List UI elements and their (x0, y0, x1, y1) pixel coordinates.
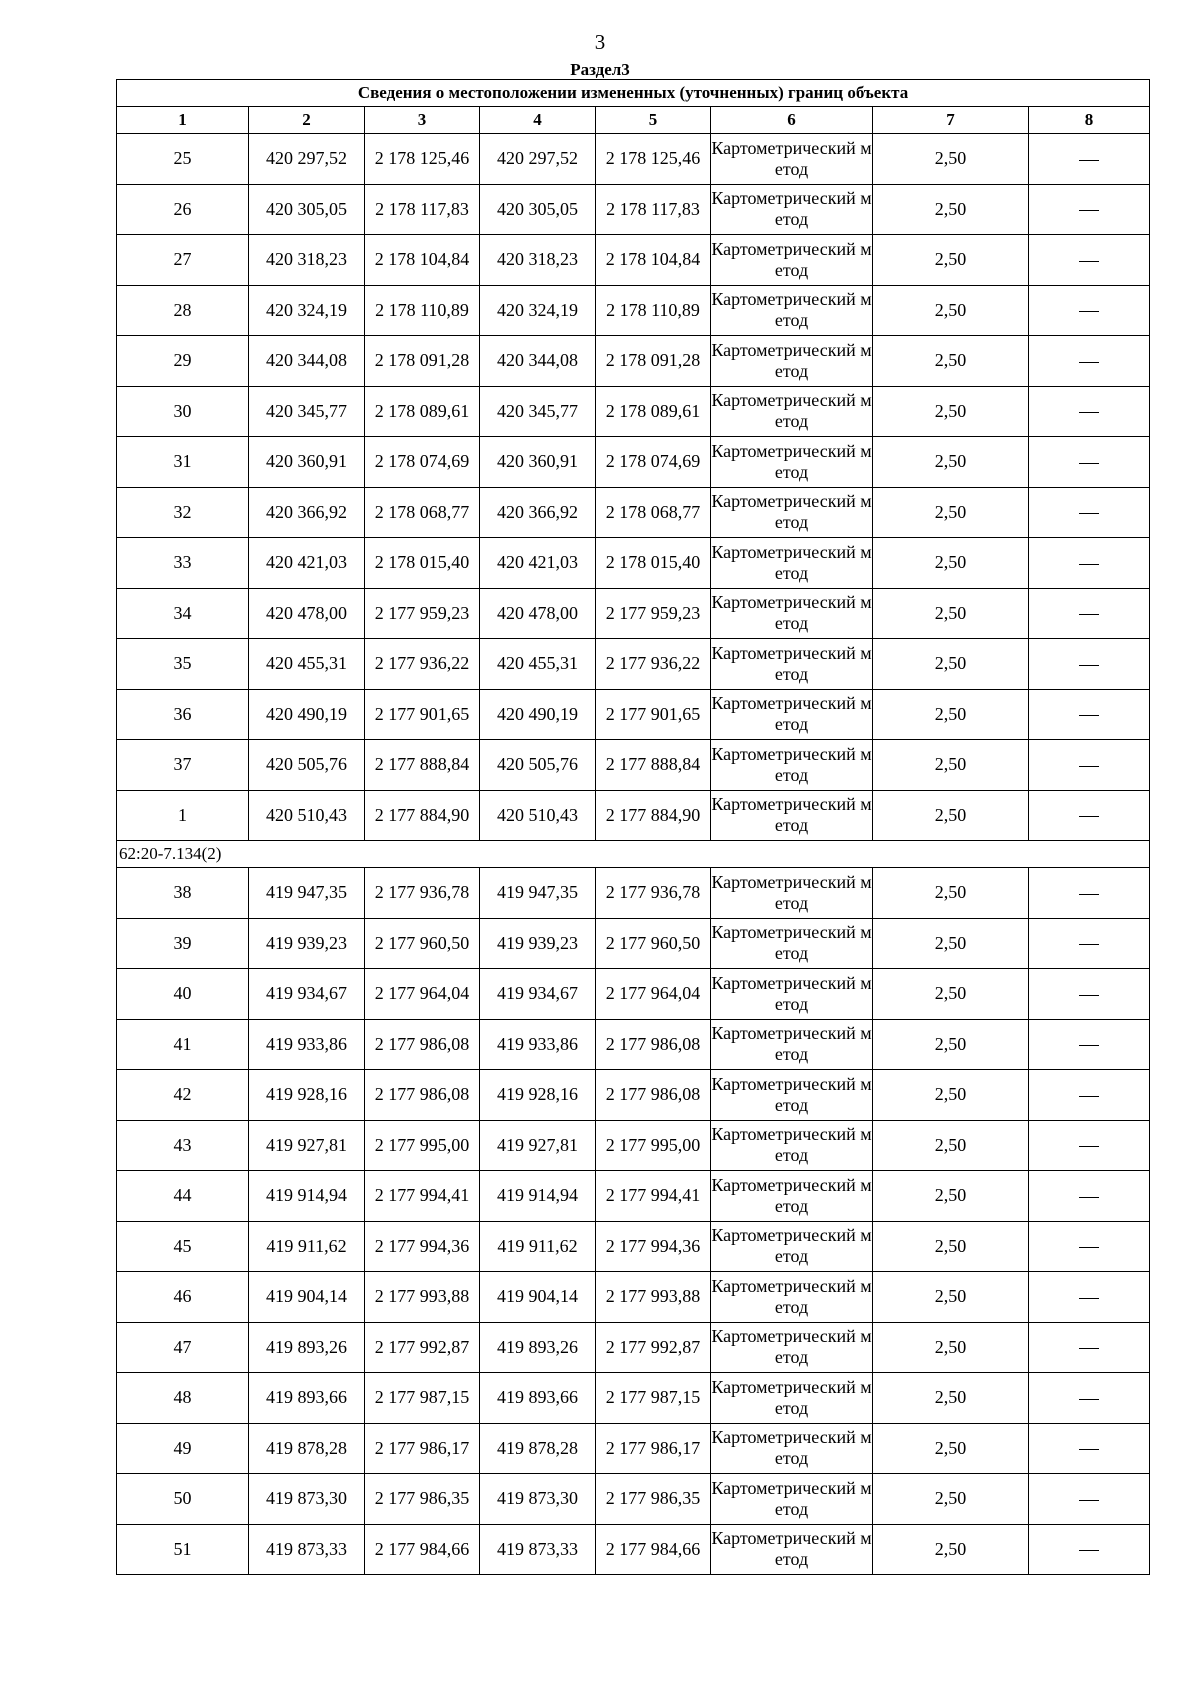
coordinate-cell: 2 178 068,77 (365, 487, 480, 538)
coordinate-cell: 2 177 936,78 (596, 868, 711, 919)
method-cell: Картометрический метод (711, 1019, 873, 1070)
note-cell (1029, 1322, 1150, 1373)
coordinate-cell: 419 911,62 (249, 1221, 365, 1272)
coordinate-cell: 2 177 986,35 (596, 1474, 711, 1525)
table-row (117, 1474, 1150, 1525)
table-row (117, 487, 1150, 538)
coordinate-cell: 420 324,19 (480, 285, 596, 336)
coordinate-cell: 2 177 986,17 (596, 1423, 711, 1474)
coordinate-cell: 419 893,66 (249, 1373, 365, 1424)
coordinate-cell: 419 928,16 (249, 1070, 365, 1121)
accuracy-cell: 2,50 (873, 1423, 1029, 1474)
table-row (117, 1423, 1150, 1474)
coordinate-cell: 420 421,03 (480, 538, 596, 589)
table-row (117, 1019, 1150, 1070)
dash-mark (1079, 1146, 1099, 1147)
coordinate-cell: 2 177 959,23 (365, 588, 480, 639)
accuracy-cell: 2,50 (873, 918, 1029, 969)
point-number-cell: 45 (117, 1221, 249, 1272)
coordinate-cell: 2 177 984,66 (596, 1524, 711, 1575)
coordinate-cell: 420 490,19 (249, 689, 365, 740)
table-row (117, 740, 1150, 791)
column-number: 5 (596, 107, 711, 134)
coordinate-cell: 2 177 986,17 (365, 1423, 480, 1474)
coordinate-cell: 420 305,05 (480, 184, 596, 235)
accuracy-cell: 2,50 (873, 1322, 1029, 1373)
dash-mark (1079, 564, 1099, 565)
note-cell (1029, 134, 1150, 185)
coordinate-cell: 2 177 995,00 (596, 1120, 711, 1171)
column-number: 7 (873, 107, 1029, 134)
table-row (117, 1221, 1150, 1272)
point-number-cell: 40 (117, 969, 249, 1020)
accuracy-cell: 2,50 (873, 487, 1029, 538)
coordinate-cell: 419 904,14 (249, 1272, 365, 1323)
note-cell (1029, 1474, 1150, 1525)
coordinate-cell: 2 177 888,84 (365, 740, 480, 791)
page-number: 3 (594, 30, 606, 54)
note-cell (1029, 1221, 1150, 1272)
coordinate-cell: 2 178 125,46 (596, 134, 711, 185)
method-cell: Картометрический метод (711, 1373, 873, 1424)
point-number-cell: 32 (117, 487, 249, 538)
method-cell: Картометрический метод (711, 1322, 873, 1373)
accuracy-cell: 2,50 (873, 285, 1029, 336)
coordinate-cell: 420 324,19 (249, 285, 365, 336)
boundary-coordinates-table (116, 79, 1150, 1575)
coordinate-cell: 2 177 888,84 (596, 740, 711, 791)
note-cell (1029, 740, 1150, 791)
column-number: 1 (117, 107, 249, 134)
table-row (117, 1524, 1150, 1575)
note-cell (1029, 386, 1150, 437)
point-number-cell: 51 (117, 1524, 249, 1575)
coordinate-cell: 2 178 089,61 (596, 386, 711, 437)
coordinate-cell: 419 904,14 (480, 1272, 596, 1323)
coordinate-cell: 419 947,35 (249, 868, 365, 919)
coordinate-cell: 419 927,81 (249, 1120, 365, 1171)
point-number-cell: 29 (117, 336, 249, 387)
coordinate-cell: 419 873,33 (249, 1524, 365, 1575)
coordinate-cell: 419 878,28 (480, 1423, 596, 1474)
group-label: 62:20-7.134(2) (117, 841, 1150, 868)
accuracy-cell: 2,50 (873, 588, 1029, 639)
coordinate-cell: 420 345,77 (249, 386, 365, 437)
coordinate-cell: 420 478,00 (480, 588, 596, 639)
method-cell: Картометрический метод (711, 285, 873, 336)
note-cell (1029, 689, 1150, 740)
accuracy-cell: 2,50 (873, 790, 1029, 841)
coordinate-cell: 2 177 901,65 (596, 689, 711, 740)
coordinate-cell: 2 178 104,84 (596, 235, 711, 286)
table-row (117, 1272, 1150, 1323)
note-cell (1029, 639, 1150, 690)
column-number: 2 (249, 107, 365, 134)
point-number-cell: 28 (117, 285, 249, 336)
note-cell (1029, 184, 1150, 235)
coordinate-cell: 2 177 959,23 (596, 588, 711, 639)
accuracy-cell: 2,50 (873, 386, 1029, 437)
coordinate-cell: 419 927,81 (480, 1120, 596, 1171)
note-cell (1029, 969, 1150, 1020)
point-number-cell: 27 (117, 235, 249, 286)
point-number-cell: 38 (117, 868, 249, 919)
table-row (117, 588, 1150, 639)
coordinate-cell: 420 455,31 (249, 639, 365, 690)
dash-mark (1079, 261, 1099, 262)
dash-mark (1079, 1550, 1099, 1551)
coordinate-cell: 2 177 995,00 (365, 1120, 480, 1171)
column-number: 3 (365, 107, 480, 134)
coordinate-cell: 420 360,91 (480, 437, 596, 488)
note-cell (1029, 235, 1150, 286)
coordinate-cell: 420 345,77 (480, 386, 596, 437)
method-cell: Картометрический метод (711, 1171, 873, 1222)
coordinate-cell: 419 928,16 (480, 1070, 596, 1121)
coordinate-cell: 2 177 936,22 (365, 639, 480, 690)
accuracy-cell: 2,50 (873, 1474, 1029, 1525)
dash-mark (1079, 463, 1099, 464)
coordinate-cell: 420 421,03 (249, 538, 365, 589)
dash-mark (1079, 715, 1099, 716)
dash-mark (1079, 665, 1099, 666)
coordinate-cell: 2 177 964,04 (596, 969, 711, 1020)
note-cell (1029, 1070, 1150, 1121)
table-row (117, 790, 1150, 841)
coordinate-cell: 420 344,08 (480, 336, 596, 387)
accuracy-cell: 2,50 (873, 1272, 1029, 1323)
coordinate-cell: 419 893,66 (480, 1373, 596, 1424)
coordinate-cell: 2 177 987,15 (596, 1373, 711, 1424)
dash-mark (1079, 816, 1099, 817)
coordinate-cell: 2 177 964,04 (365, 969, 480, 1020)
column-number: 6 (711, 107, 873, 134)
note-cell (1029, 588, 1150, 639)
point-number-cell: 34 (117, 588, 249, 639)
point-number-cell: 46 (117, 1272, 249, 1323)
coordinate-cell: 2 177 884,90 (365, 790, 480, 841)
coordinate-cell: 420 510,43 (480, 790, 596, 841)
dash-mark (1079, 894, 1099, 895)
coordinate-cell: 420 318,23 (480, 235, 596, 286)
coordinate-cell: 2 178 015,40 (596, 538, 711, 589)
point-number-cell: 42 (117, 1070, 249, 1121)
coordinate-cell: 420 455,31 (480, 639, 596, 690)
point-number-cell: 37 (117, 740, 249, 791)
coordinate-cell: 419 873,30 (480, 1474, 596, 1525)
dash-mark (1079, 362, 1099, 363)
method-cell: Картометрический метод (711, 134, 873, 185)
table-row (117, 235, 1150, 286)
note-cell (1029, 1272, 1150, 1323)
table-row (117, 918, 1150, 969)
coordinate-cell: 419 947,35 (480, 868, 596, 919)
dash-mark (1079, 1197, 1099, 1198)
table-row (117, 1322, 1150, 1373)
coordinate-cell: 2 177 994,36 (365, 1221, 480, 1272)
method-cell: Картометрический метод (711, 790, 873, 841)
coordinate-cell: 2 177 994,36 (596, 1221, 711, 1272)
method-cell: Картометрический метод (711, 336, 873, 387)
method-cell: Картометрический метод (711, 487, 873, 538)
dash-mark (1079, 513, 1099, 514)
accuracy-cell: 2,50 (873, 235, 1029, 286)
point-number-cell: 33 (117, 538, 249, 589)
dash-mark (1079, 1045, 1099, 1046)
coordinate-cell: 420 305,05 (249, 184, 365, 235)
accuracy-cell: 2,50 (873, 437, 1029, 488)
accuracy-cell: 2,50 (873, 538, 1029, 589)
coordinate-cell: 419 934,67 (249, 969, 365, 1020)
coordinate-cell: 419 914,94 (249, 1171, 365, 1222)
method-cell: Картометрический метод (711, 588, 873, 639)
dash-mark (1079, 944, 1099, 945)
method-cell: Картометрический метод (711, 386, 873, 437)
coordinate-cell: 2 178 091,28 (596, 336, 711, 387)
method-cell: Картометрический метод (711, 1221, 873, 1272)
coordinate-cell: 420 344,08 (249, 336, 365, 387)
coordinate-cell: 420 478,00 (249, 588, 365, 639)
coordinate-cell: 2 178 074,69 (365, 437, 480, 488)
method-cell: Картометрический метод (711, 689, 873, 740)
table-body-group-1 (117, 134, 1150, 841)
dash-mark (1079, 1247, 1099, 1248)
table-row (117, 538, 1150, 589)
coordinate-cell: 420 318,23 (249, 235, 365, 286)
point-number-cell: 50 (117, 1474, 249, 1525)
note-cell (1029, 437, 1150, 488)
coordinate-cell: 2 177 936,78 (365, 868, 480, 919)
dash-mark (1079, 614, 1099, 615)
dash-mark (1079, 210, 1099, 211)
table-title: Сведения о местоположении измененных (уточненных) границ объекта (117, 80, 1150, 107)
coordinate-cell: 2 177 992,87 (596, 1322, 711, 1373)
method-cell: Картометрический метод (711, 235, 873, 286)
accuracy-cell: 2,50 (873, 740, 1029, 791)
method-cell: Картометрический метод (711, 969, 873, 1020)
point-number-cell: 25 (117, 134, 249, 185)
coordinate-cell: 2 178 110,89 (596, 285, 711, 336)
method-cell: Картометрический метод (711, 740, 873, 791)
accuracy-cell: 2,50 (873, 1373, 1029, 1424)
accuracy-cell: 2,50 (873, 639, 1029, 690)
table-row (117, 969, 1150, 1020)
note-cell (1029, 1171, 1150, 1222)
coordinate-cell: 2 178 068,77 (596, 487, 711, 538)
note-cell (1029, 487, 1150, 538)
method-cell: Картометрический метод (711, 1120, 873, 1171)
table-row (117, 386, 1150, 437)
coordinate-cell: 2 178 117,83 (365, 184, 480, 235)
table-row (117, 1373, 1150, 1424)
group-label-row (117, 841, 1150, 868)
accuracy-cell: 2,50 (873, 1070, 1029, 1121)
column-number-row (117, 107, 1150, 134)
coordinate-cell: 2 177 986,08 (596, 1019, 711, 1070)
dash-mark (1079, 160, 1099, 161)
accuracy-cell: 2,50 (873, 1120, 1029, 1171)
dash-mark (1079, 766, 1099, 767)
note-cell (1029, 1524, 1150, 1575)
coordinate-cell: 419 914,94 (480, 1171, 596, 1222)
method-cell: Картометрический метод (711, 184, 873, 235)
note-cell (1029, 868, 1150, 919)
dash-mark (1079, 995, 1099, 996)
table-row (117, 1171, 1150, 1222)
coordinate-cell: 2 178 117,83 (596, 184, 711, 235)
coordinate-cell: 419 933,86 (249, 1019, 365, 1070)
point-number-cell: 1 (117, 790, 249, 841)
coordinate-cell: 420 366,92 (480, 487, 596, 538)
section-title: Раздел3 (570, 60, 630, 79)
coordinate-cell: 419 934,67 (480, 969, 596, 1020)
coordinate-cell: 420 297,52 (480, 134, 596, 185)
point-number-cell: 43 (117, 1120, 249, 1171)
point-number-cell: 48 (117, 1373, 249, 1424)
point-number-cell: 26 (117, 184, 249, 235)
coordinate-cell: 2 177 960,50 (596, 918, 711, 969)
accuracy-cell: 2,50 (873, 1171, 1029, 1222)
coordinate-cell: 419 893,26 (249, 1322, 365, 1373)
coordinate-cell: 420 360,91 (249, 437, 365, 488)
method-cell: Картометрический метод (711, 918, 873, 969)
table-body-group-2 (117, 868, 1150, 1575)
accuracy-cell: 2,50 (873, 1221, 1029, 1272)
dash-mark (1079, 311, 1099, 312)
table-title-row (117, 80, 1150, 107)
table-row (117, 689, 1150, 740)
coordinate-cell: 419 939,23 (480, 918, 596, 969)
note-cell (1029, 1373, 1150, 1424)
method-cell: Картометрический метод (711, 1070, 873, 1121)
column-number: 4 (480, 107, 596, 134)
accuracy-cell: 2,50 (873, 1524, 1029, 1575)
table-row (117, 184, 1150, 235)
coordinate-cell: 2 177 994,41 (365, 1171, 480, 1222)
coordinate-cell: 420 366,92 (249, 487, 365, 538)
coordinate-cell: 2 178 074,69 (596, 437, 711, 488)
coordinate-cell: 419 939,23 (249, 918, 365, 969)
coordinate-cell: 419 873,33 (480, 1524, 596, 1575)
method-cell: Картометрический метод (711, 1272, 873, 1323)
note-cell (1029, 790, 1150, 841)
accuracy-cell: 2,50 (873, 184, 1029, 235)
accuracy-cell: 2,50 (873, 134, 1029, 185)
accuracy-cell: 2,50 (873, 1019, 1029, 1070)
point-number-cell: 49 (117, 1423, 249, 1474)
method-cell: Картометрический метод (711, 1423, 873, 1474)
table-row (117, 336, 1150, 387)
note-cell (1029, 918, 1150, 969)
table-row (117, 639, 1150, 690)
coordinate-cell: 2 177 984,66 (365, 1524, 480, 1575)
coordinate-cell: 2 177 986,35 (365, 1474, 480, 1525)
point-number-cell: 39 (117, 918, 249, 969)
point-number-cell: 41 (117, 1019, 249, 1070)
accuracy-cell: 2,50 (873, 868, 1029, 919)
coordinate-cell: 419 933,86 (480, 1019, 596, 1070)
accuracy-cell: 2,50 (873, 336, 1029, 387)
coordinate-cell: 2 178 091,28 (365, 336, 480, 387)
coordinate-cell: 2 177 901,65 (365, 689, 480, 740)
coordinate-cell: 2 177 992,87 (365, 1322, 480, 1373)
table-row (117, 134, 1150, 185)
coordinate-cell: 2 178 125,46 (365, 134, 480, 185)
coordinate-cell: 2 177 960,50 (365, 918, 480, 969)
coordinate-cell: 419 878,28 (249, 1423, 365, 1474)
method-cell: Картометрический метод (711, 538, 873, 589)
table-row (117, 868, 1150, 919)
coordinate-cell: 419 873,30 (249, 1474, 365, 1525)
coordinate-cell: 2 177 993,88 (596, 1272, 711, 1323)
point-number-cell: 44 (117, 1171, 249, 1222)
coordinate-cell: 419 911,62 (480, 1221, 596, 1272)
table-row (117, 437, 1150, 488)
dash-mark (1079, 412, 1099, 413)
coordinate-cell: 2 177 987,15 (365, 1373, 480, 1424)
coordinate-cell: 2 177 986,08 (365, 1019, 480, 1070)
table-row (117, 1070, 1150, 1121)
note-cell (1029, 1120, 1150, 1171)
note-cell (1029, 285, 1150, 336)
coordinate-cell: 2 177 884,90 (596, 790, 711, 841)
coordinate-cell: 2 178 104,84 (365, 235, 480, 286)
dash-mark (1079, 1096, 1099, 1097)
note-cell (1029, 538, 1150, 589)
point-number-cell: 35 (117, 639, 249, 690)
method-cell: Картометрический метод (711, 868, 873, 919)
coordinate-cell: 420 505,76 (249, 740, 365, 791)
table-row (117, 1120, 1150, 1171)
method-cell: Картометрический метод (711, 1474, 873, 1525)
table-row (117, 285, 1150, 336)
dash-mark (1079, 1449, 1099, 1450)
coordinate-cell: 2 178 015,40 (365, 538, 480, 589)
point-number-cell: 30 (117, 386, 249, 437)
point-number-cell: 47 (117, 1322, 249, 1373)
note-cell (1029, 1019, 1150, 1070)
dash-mark (1079, 1500, 1099, 1501)
coordinate-cell: 2 177 994,41 (596, 1171, 711, 1222)
coordinate-cell: 2 177 986,08 (365, 1070, 480, 1121)
dash-mark (1079, 1298, 1099, 1299)
coordinate-cell: 419 893,26 (480, 1322, 596, 1373)
coordinate-cell: 420 297,52 (249, 134, 365, 185)
dash-mark (1079, 1348, 1099, 1349)
point-number-cell: 31 (117, 437, 249, 488)
note-cell (1029, 1423, 1150, 1474)
method-cell: Картометрический метод (711, 1524, 873, 1575)
coordinate-cell: 420 510,43 (249, 790, 365, 841)
column-number: 8 (1029, 107, 1150, 134)
coordinate-cell: 2 177 986,08 (596, 1070, 711, 1121)
point-number-cell: 36 (117, 689, 249, 740)
method-cell: Картометрический метод (711, 639, 873, 690)
coordinate-cell: 2 178 089,61 (365, 386, 480, 437)
dash-mark (1079, 1399, 1099, 1400)
accuracy-cell: 2,50 (873, 969, 1029, 1020)
method-cell: Картометрический метод (711, 437, 873, 488)
coordinate-cell: 2 177 936,22 (596, 639, 711, 690)
coordinate-cell: 2 177 993,88 (365, 1272, 480, 1323)
coordinate-cell: 420 505,76 (480, 740, 596, 791)
note-cell (1029, 336, 1150, 387)
coordinate-cell: 420 490,19 (480, 689, 596, 740)
accuracy-cell: 2,50 (873, 689, 1029, 740)
group-label-section (117, 841, 1150, 868)
coordinate-cell: 2 178 110,89 (365, 285, 480, 336)
